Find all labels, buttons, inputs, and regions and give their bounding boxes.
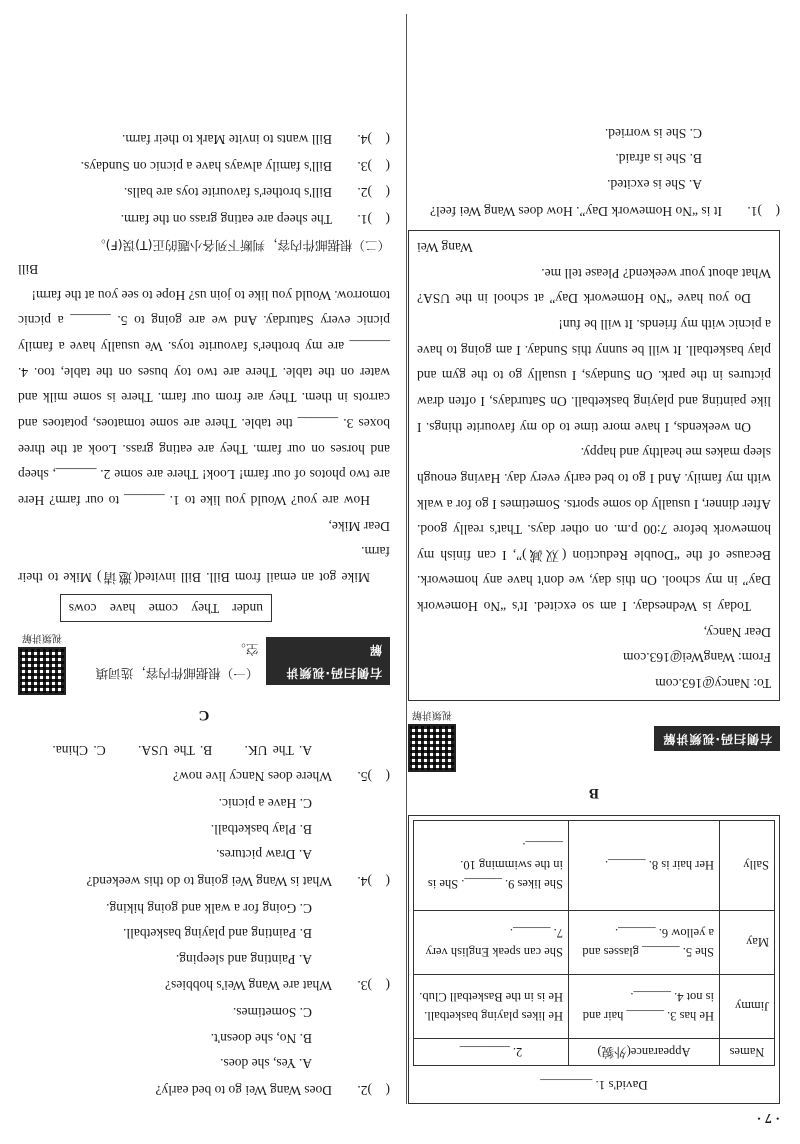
question <box>18 764 390 790</box>
qr-caption: 视频讲解 <box>412 709 452 721</box>
question <box>18 1077 390 1103</box>
tf-item <box>18 180 390 206</box>
letter-paragraph: How are you? Would you like to 1. ______ to our farm? Here are two photos of our farm! Look! There are some 2. ______, sheep and horses on our farm. They are eating grass. Look at the three boxes 3. ______ the table. There are some tomatoes, potatoes and carrots in them. They are from our farm. There is some milk and water on the table. There are two toy buses on the table, too. 4. ______ are my brother's favourite toys. We usually have a family picnic every Saturday. And we are going to 5. ______ a picnic tomorrow. Would you like to join us? Hope to see you at the farm! <box>18 287 390 508</box>
tf-item <box>18 206 390 232</box>
option: A. Yes, she does. <box>220 1056 312 1072</box>
notes-table-frame <box>408 815 780 1104</box>
letter-greeting: Dear Mike, <box>328 518 390 534</box>
table-row <box>414 820 775 910</box>
part-instruction: （二）根据邮件内容，判断下列各小题的正(T)误(F)。 <box>93 237 390 253</box>
right-column <box>18 125 390 1104</box>
answer-paren[interactable]: ( )1. <box>357 211 390 227</box>
left-column <box>408 120 780 1104</box>
email-to: To: Nancy@163.com <box>655 676 771 692</box>
column-divider <box>406 14 407 1104</box>
email-paragraph: On weekends, I have more time to do my favourite things. I like painting and playing basketball. On Saturdays, I often draw pictures in the park. On Sundays, I usually go to the gym and play basketball. It will be sunny this Sunday. I am going to have a picnic with my friends. It will be fun! <box>417 317 771 435</box>
table-header: Names <box>720 1038 775 1066</box>
table-cell: She can speak English very 7. ______. <box>414 910 569 974</box>
table-cell: He likes playing basketball. He is in the Basketball Club. <box>414 974 569 1038</box>
passage-intro: Mike got an email from Bill. Bill invited(邀请) Mike to their farm. <box>18 544 390 585</box>
page-number: · 7 · <box>756 1110 780 1125</box>
option: B. She is afraid. <box>615 151 702 167</box>
option: B. The USA. <box>137 742 213 758</box>
table-cell: She likes 9. ______. She is in the swimming 10. ______. <box>414 820 569 910</box>
word-bank: under They come have cows <box>60 594 272 622</box>
qr-code[interactable] <box>18 628 66 695</box>
tf-item <box>18 126 390 152</box>
table-cell: He has 3. ______ hair and is not 4. ______. <box>569 974 720 1038</box>
section-header <box>408 705 780 772</box>
answer-paren[interactable]: ( )3. <box>357 978 390 994</box>
table-cell: She 5. ______ glasses and a yellow 6. ______. <box>569 910 720 974</box>
qr-code-icon <box>18 647 66 695</box>
answer-paren[interactable]: ( )2. <box>357 1083 390 1098</box>
table-header: 2. ________ <box>414 1038 569 1066</box>
option: B. Play basketball. <box>210 821 312 837</box>
option: C. Sometimes. <box>232 1005 312 1021</box>
table-cell: May <box>720 910 775 974</box>
answer-paren[interactable]: ( )4. <box>357 873 390 889</box>
table-cell: Sally <box>720 820 775 910</box>
question-text: Where does Nancy live now? <box>173 769 332 785</box>
table-row <box>414 910 775 974</box>
question-text: It is “No Homework Day”. How does Wang Wei feel? <box>430 203 722 219</box>
option: A. She is excited. <box>607 176 702 192</box>
table-header-row <box>414 1038 775 1066</box>
tf-item <box>18 153 390 179</box>
scan-banner: 右侧扫码·视频讲解 <box>266 637 390 685</box>
email-paragraph: Do you have “No Homework Day” at school in the USA? What about your weekend? Please tell me. <box>417 265 771 307</box>
question <box>408 198 780 224</box>
question <box>18 868 390 894</box>
question <box>18 973 390 999</box>
option: B. Painting and playing basketball. <box>123 926 312 942</box>
table-caption: David's 1. ________ <box>540 1078 648 1093</box>
tf-text: Bill's brother's favourite toys are balls. <box>123 185 332 201</box>
scan-banner: 右侧扫码·视频讲解 <box>654 726 780 751</box>
email-paragraph: Today is Wednesday. I am so excited. It's “No Homework Day” in my school. On this day, we don't have any homework. Because of the “Double Reduction (双减)”, I can finish my homework before 7:00 p.m. on other days. That's really good. After dinner, I usually do some sports. Sometimes I go for a walk with my family. And I go to bed early every day. Having enough sleep makes me healthy and happy. <box>417 445 771 615</box>
option: C. Have a picnic. <box>218 795 312 811</box>
tf-text: Bill wants to invite Mark to their farm. <box>122 131 332 147</box>
question-text: Does Wang Wei go to bed early? <box>155 1083 332 1098</box>
option: A. Painting and sleeping. <box>175 951 312 967</box>
answer-paren[interactable]: ( )3. <box>357 158 390 174</box>
table-header: Appearance(外貌) <box>569 1038 720 1066</box>
option: A. The UK. <box>244 742 312 758</box>
part-instruction: （一）根据邮件内容，选词填空。 <box>95 642 259 681</box>
notes-table <box>413 820 775 1067</box>
option: C. She is worried. <box>604 125 702 141</box>
answer-paren[interactable]: ( )2. <box>357 185 390 201</box>
option: C. China. <box>52 742 106 758</box>
option-row <box>18 737 390 763</box>
answer-paren[interactable]: ( )4. <box>357 131 390 147</box>
qr-code[interactable] <box>408 705 456 772</box>
question-text: What are Wang Wei's hobbies? <box>165 978 332 994</box>
option: C. Going for a walk and going hiking. <box>106 900 312 916</box>
tf-text: Bill's family always have a picnic on Sundays. <box>80 158 332 174</box>
email-greeting: Dear Nancy, <box>703 624 771 640</box>
tf-text: The sheep are eating grass on the farm. <box>120 211 332 227</box>
answer-paren[interactable]: ( )1. <box>747 203 780 219</box>
option: A. Draw pictures. <box>216 847 312 863</box>
section-letter-b: B <box>589 784 600 801</box>
option: B. No, she doesn't. <box>210 1030 312 1046</box>
qr-caption: 视频讲解 <box>22 631 62 643</box>
letter-signature: Bill <box>18 262 39 278</box>
table-cell: Jimmy <box>720 974 775 1038</box>
table-cell: Her hair is 8. ______. <box>569 820 720 910</box>
qr-code-icon <box>408 724 456 772</box>
section-header <box>18 628 390 695</box>
table-row <box>414 974 775 1038</box>
email-box <box>408 230 780 702</box>
section-letter-c: C <box>198 707 210 724</box>
question-text: What is Wang Wei going to do this weekend? <box>86 873 332 889</box>
answer-paren[interactable]: ( )5. <box>357 769 390 785</box>
email-signature: Wang Wei <box>417 240 473 256</box>
email-from: From: WangWei@163.com <box>623 650 771 666</box>
